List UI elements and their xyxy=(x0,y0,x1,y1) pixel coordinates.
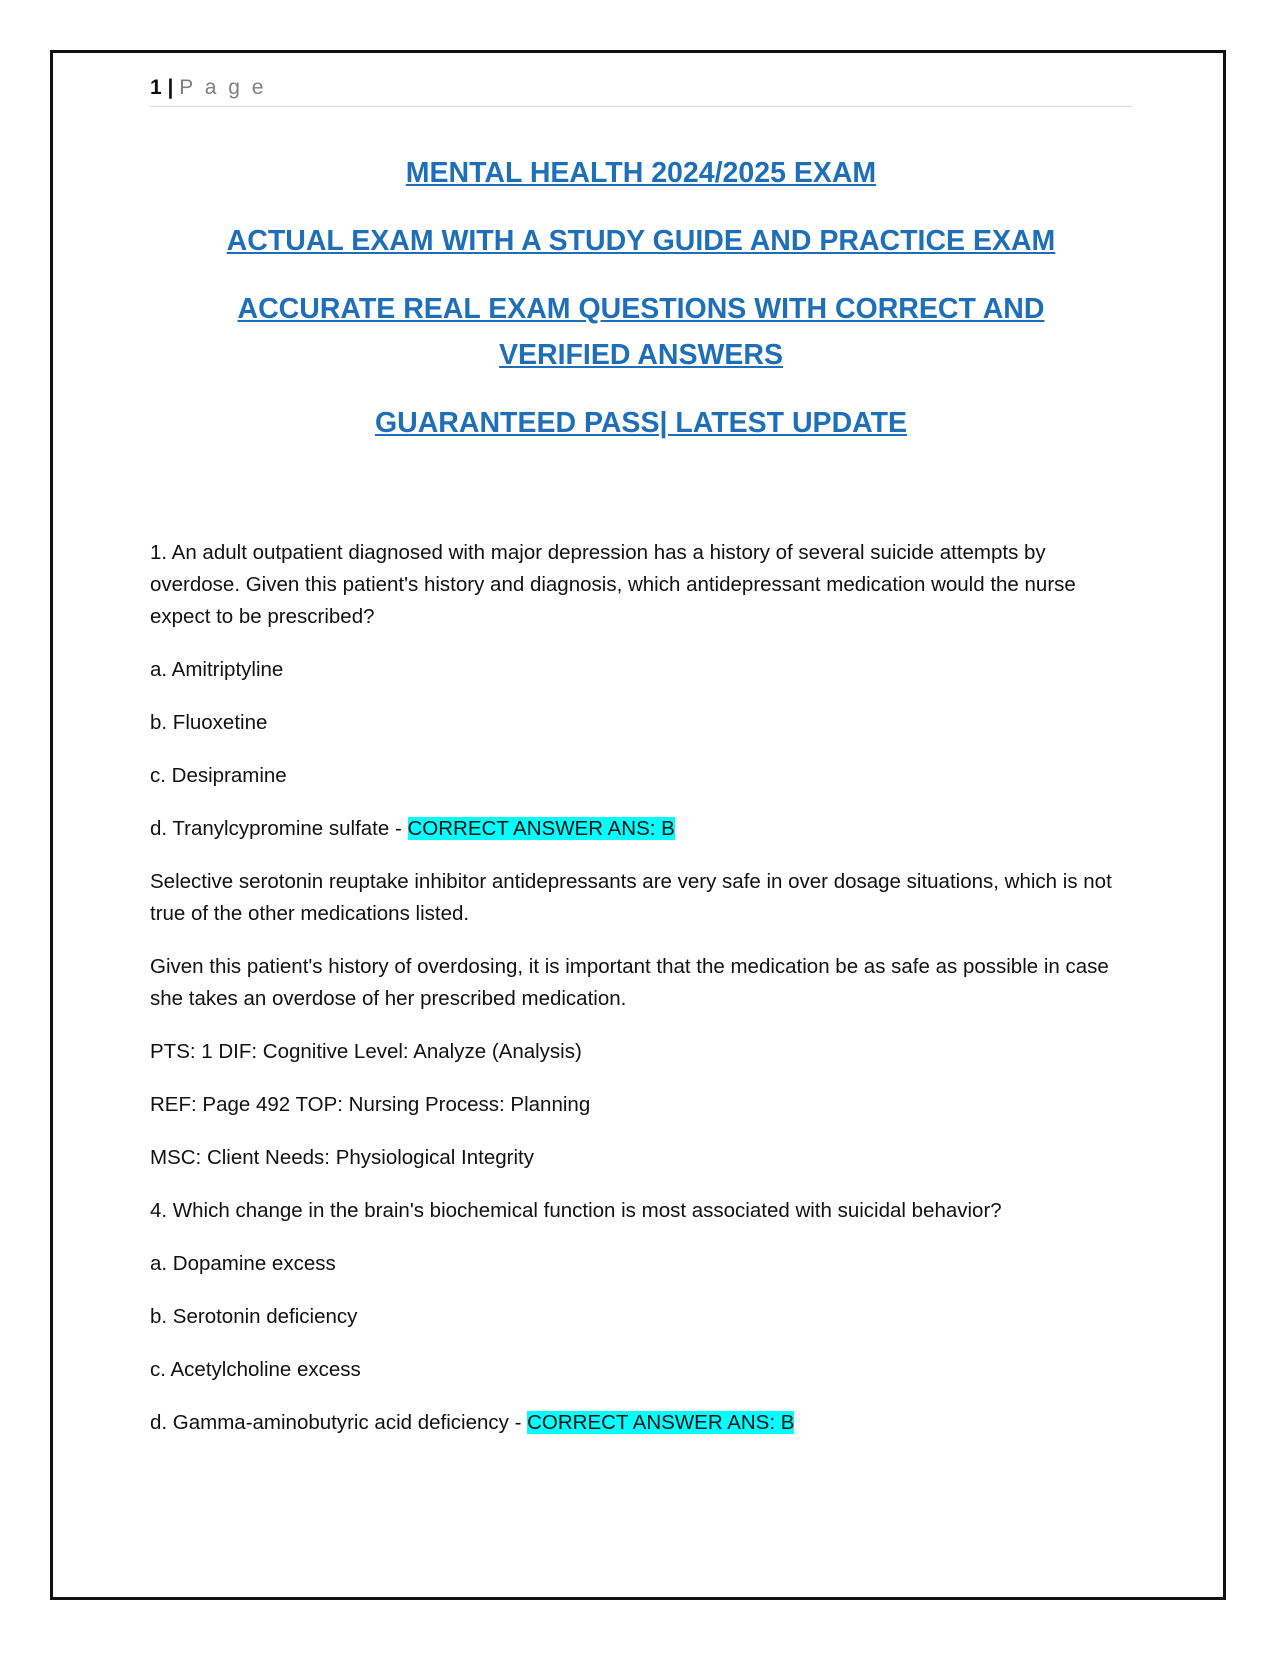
question-1-option-d xyxy=(150,813,1132,845)
question-4-option-b: b. Serotonin deficiency xyxy=(150,1305,358,1328)
question-1-option-c: c. Desipramine xyxy=(150,764,287,787)
page-separator: | xyxy=(161,76,180,99)
question-1-rationale-1: Selective serotonin reuptake inhibitor antidepressants are very safe in over dosage situations, which is not true of the other medications listed. xyxy=(150,870,1112,925)
question-1-answer-highlight: CORRECT ANSWER ANS: B xyxy=(407,817,675,840)
question-4-option-c: c. Acetylcholine excess xyxy=(150,1358,361,1381)
question-1-rationale-2: Given this patient's history of overdosing, it is important that the medication be as safe as possible in case she takes an overdose of her prescribed medication. xyxy=(150,955,1109,1010)
question-4-option-a: a. Dopamine excess xyxy=(150,1252,336,1275)
title-line-4: GUARANTEED PASS| LATEST UPDATE xyxy=(374,407,908,439)
question-4-text: 4. Which change in the brain's biochemical function is most associated with suicidal behavior? xyxy=(150,1199,1002,1222)
question-1-text: 1. An adult outpatient diagnosed with major depression has a history of several suicide attempts by overdose. Given this patient's history and diagnosis, which antidepressant medication would the nurse expect to be prescribed? xyxy=(150,541,1076,628)
question-1-option-a: a. Amitriptyline xyxy=(150,658,284,681)
question-1-ref: REF: Page 492 TOP: Nursing Process: Planning xyxy=(150,1093,591,1116)
page-label: P a g e xyxy=(179,76,267,99)
question-1-pts: PTS: 1 DIF: Cognitive Level: Analyze (Analysis) xyxy=(150,1040,582,1063)
page-number: 1 xyxy=(150,76,162,99)
document-body xyxy=(150,537,1132,1460)
question-4-option-d xyxy=(150,1407,1132,1439)
title-line-3: ACCURATE REAL EXAM QUESTIONS WITH CORRECT AND VERIFIED ANSWERS xyxy=(237,293,1045,371)
question-1-option-b: b. Fluoxetine xyxy=(150,711,268,734)
page-header xyxy=(150,76,1132,107)
question-4-option-d-text: d. Gamma-aminobutyric acid deficiency - xyxy=(150,1411,528,1434)
question-4-answer-highlight: CORRECT ANSWER ANS: B xyxy=(527,1411,795,1434)
document-titles xyxy=(150,150,1132,468)
question-1-msc: MSC: Client Needs: Physiological Integrity xyxy=(150,1146,534,1169)
title-line-1: MENTAL HEALTH 2024/2025 EXAM xyxy=(405,157,877,189)
question-1-option-d-text: d. Tranylcypromine sulfate - xyxy=(150,817,408,840)
title-line-2: ACTUAL EXAM WITH A STUDY GUIDE AND PRACTICE EXAM xyxy=(226,225,1056,257)
